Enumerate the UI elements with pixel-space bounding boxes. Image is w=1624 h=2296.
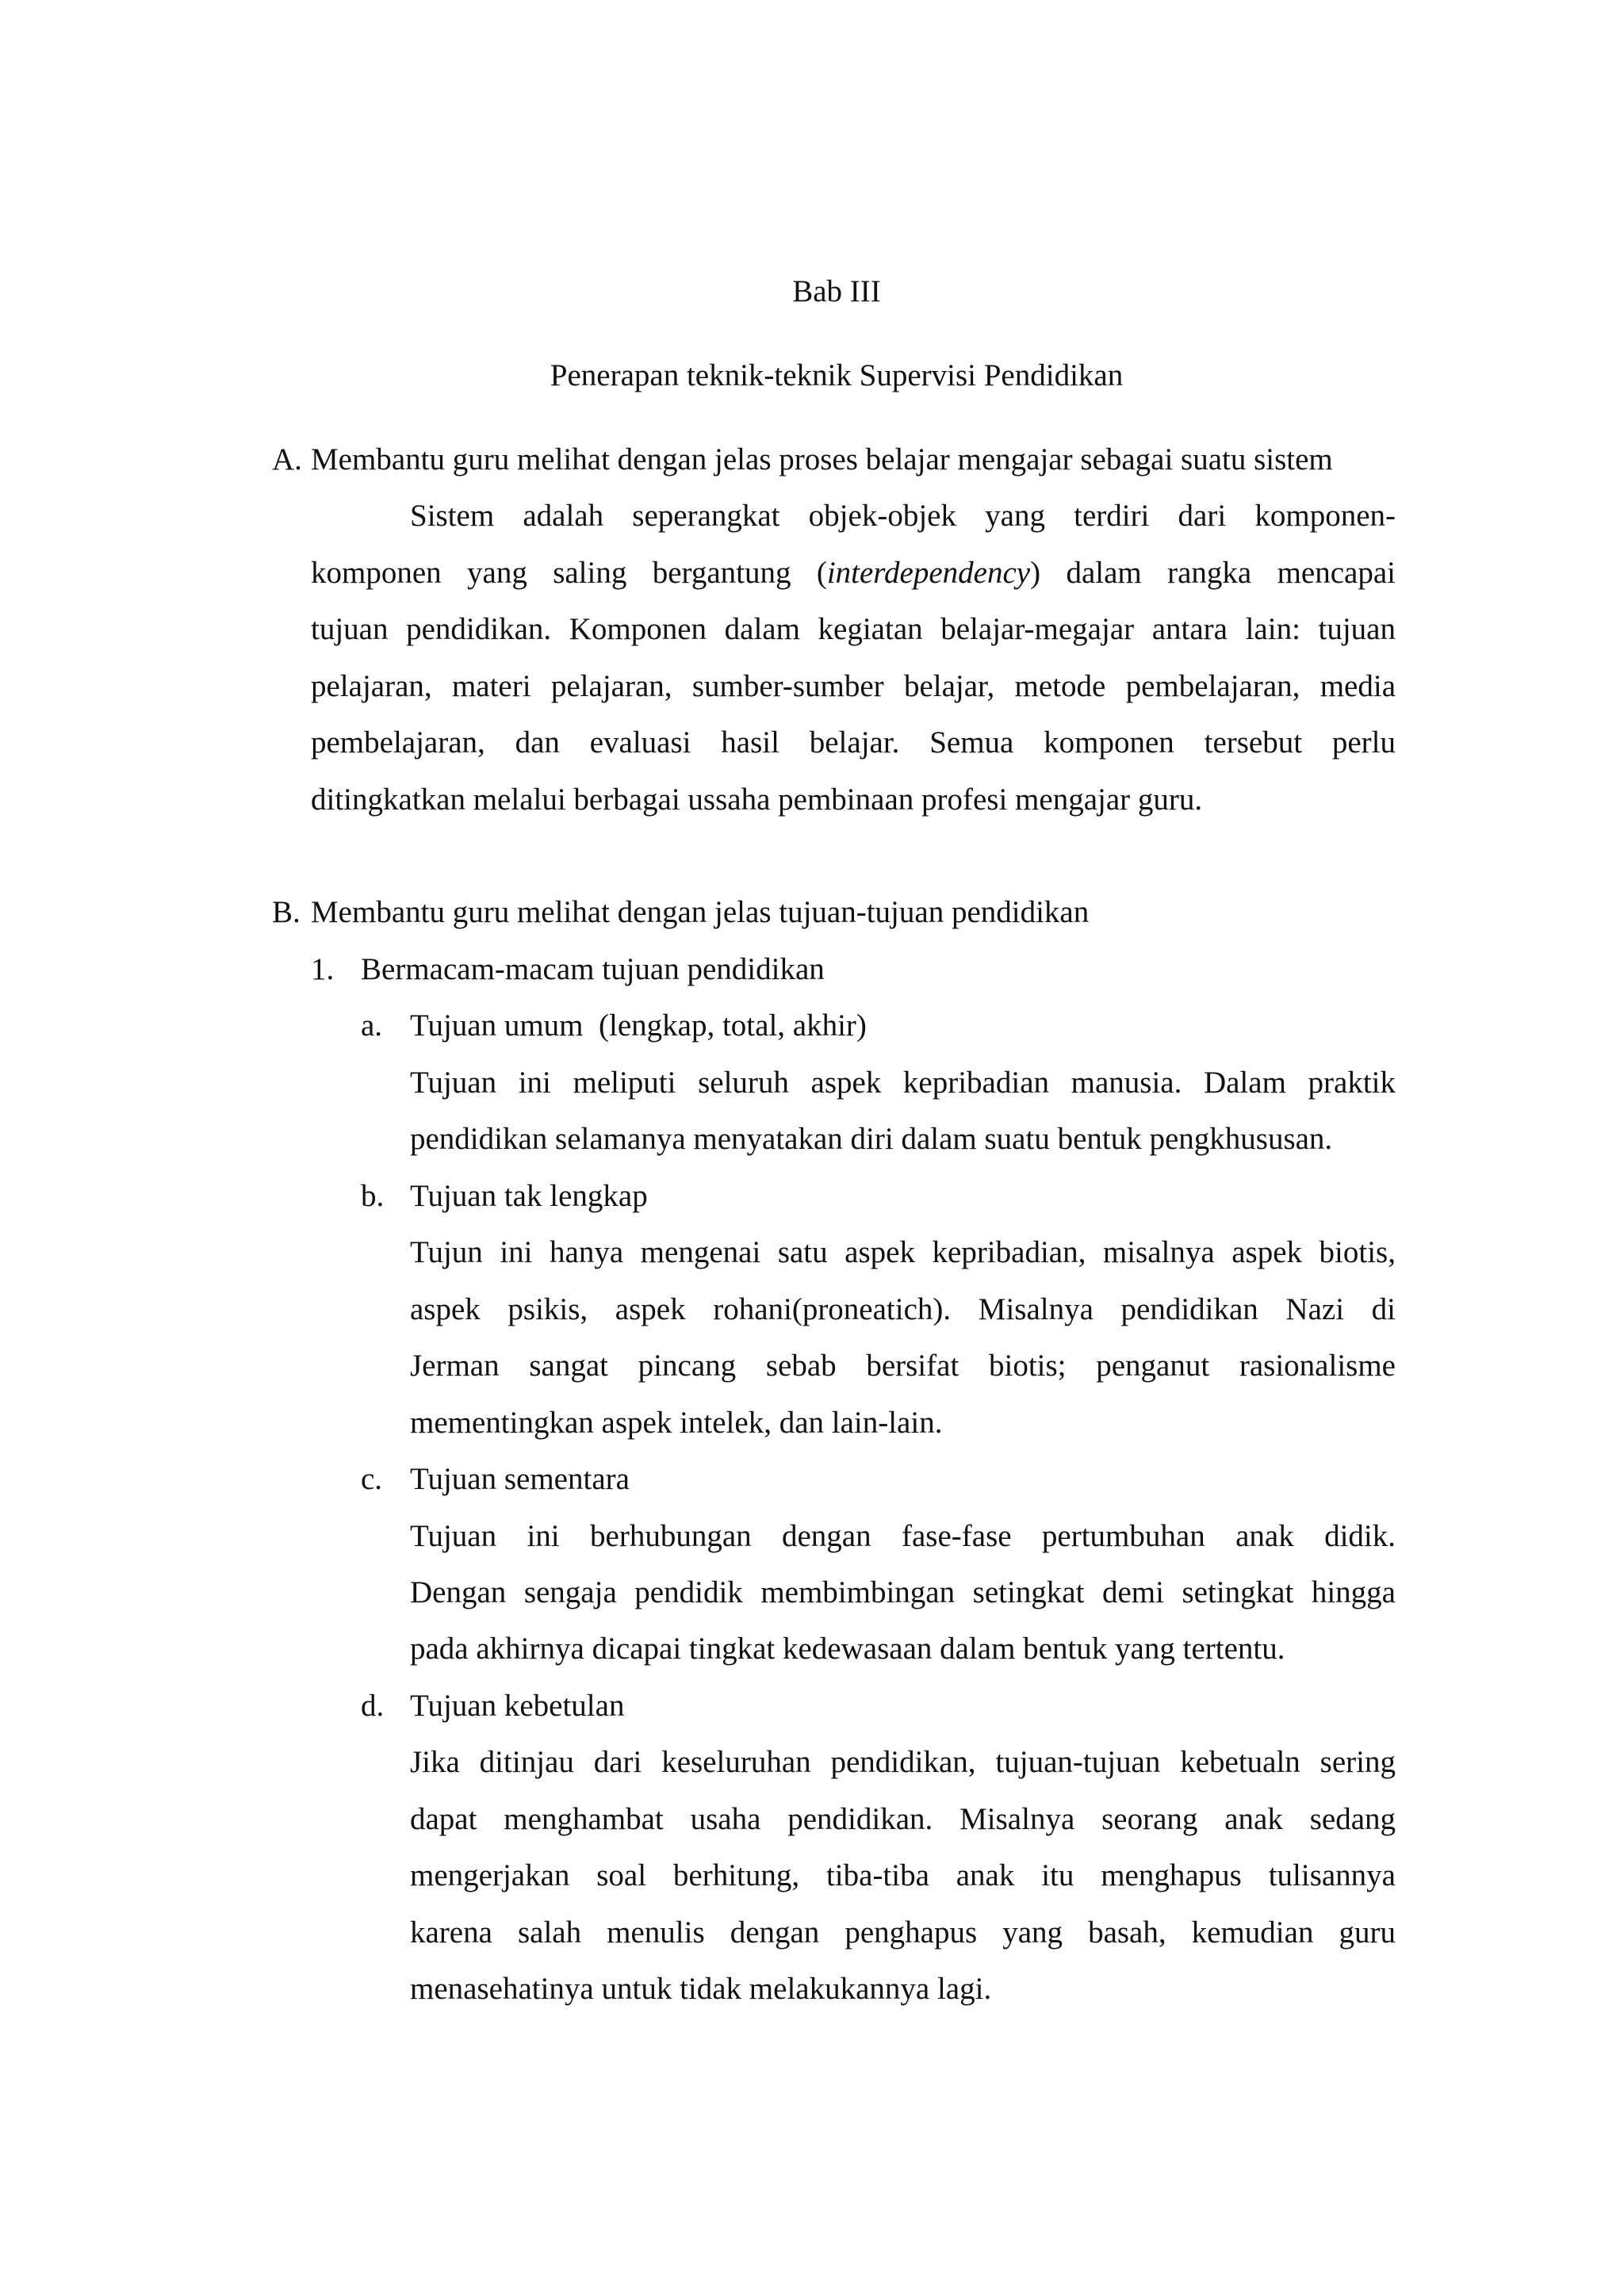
chapter-title: Penerapan teknik-teknik Supervisi Pendidikan xyxy=(550,358,1124,392)
para-italic-term: interdependency xyxy=(826,556,1031,590)
sub-b-paragraph-line: aspek psikis, aspek rohani(proneatich). Misalnya pendidikan Nazi di xyxy=(410,1292,1396,1326)
sub-d-heading: Tujuan kebetulan xyxy=(410,1689,625,1723)
sub-a-paragraph-line: pendidikan selamanya menyatakan diri dalam suatu bentuk pengkhususan. xyxy=(410,1122,1333,1156)
sub-c-paragraph-line: Tujuan ini berhubungan dengan fase-fase pertumbuhan anak didik. xyxy=(410,1519,1396,1553)
section-a-paragraph-line: pelajaran, materi pelajaran, sumber-sumber belajar, metode pembelajaran, media xyxy=(311,669,1396,703)
chapter-label: Bab III xyxy=(792,274,881,308)
sub-c-paragraph-line: Dengan sengaja pendidik membimbingan setingkat demi setingkat hingga xyxy=(410,1575,1396,1609)
section-a-paragraph-line: Sistem adalah seperangkat objek-objek yang terdiri dari komponen- xyxy=(410,499,1396,533)
sub-a-paragraph-line: Tujuan ini meliputi seluruh aspek kepribadian manusia. Dalam praktik xyxy=(410,1066,1396,1100)
sub-d-paragraph-line: karena salah menulis dengan penghapus yang basah, kemudian guru xyxy=(410,1915,1396,1950)
sub-d-paragraph-line: menasehatinya untuk tidak melakukannya lagi. xyxy=(410,1972,992,2006)
para-text: komponen yang saling bergantung ( xyxy=(311,556,827,590)
sub-d-marker: d. xyxy=(361,1689,385,1723)
sub-a-marker: a. xyxy=(361,1008,383,1043)
sub-c-paragraph-line: pada akhirnya dicapai tingkat kedewasaan dalam bentuk yang tertentu. xyxy=(410,1632,1285,1666)
section-b-marker: B. xyxy=(272,895,301,929)
sub-d-paragraph-line: mengerjakan soal berhitung, tiba-tiba anak itu menghapus tulisannya xyxy=(410,1858,1396,1892)
sub-a-heading: Tujuan umum (lengkap, total, akhir) xyxy=(410,1008,867,1043)
sub-b-paragraph-line: Jerman sangat pincang sebab bersifat biotis; penganut rasionalisme xyxy=(410,1349,1396,1383)
sub-b-paragraph-line: Tujun ini hanya mengenai satu aspek kepribadian, misalnya aspek biotis, xyxy=(410,1235,1396,1269)
sub-c-marker: c. xyxy=(361,1462,383,1496)
section-a-paragraph-line: tujuan pendidikan. Komponen dalam kegiatan belajar-megajar antara lain: tujuan xyxy=(311,612,1396,646)
section-a-heading: Membantu guru melihat dengan jelas proses belajar mengajar sebagai suatu sistem xyxy=(311,442,1333,476)
item-1-marker: 1. xyxy=(311,952,335,986)
sub-b-paragraph-line: mementingkan aspek intelek, dan lain-lain. xyxy=(410,1406,943,1440)
section-a-paragraph-line: pembelajaran, dan evaluasi hasil belajar. Semua komponen tersebut perlu xyxy=(311,725,1396,760)
section-a-marker: A. xyxy=(272,442,302,476)
section-a-paragraph-line xyxy=(311,554,1396,592)
item-1-heading: Bermacam-macam tujuan pendidikan xyxy=(361,952,825,986)
section-b-heading: Membantu guru melihat dengan jelas tujuan-tujuan pendidikan xyxy=(311,895,1090,929)
sub-b-marker: b. xyxy=(361,1179,385,1213)
sub-b-heading: Tujuan tak lengkap xyxy=(410,1179,648,1213)
sub-d-paragraph-line: dapat menghambat usaha pendidikan. Misalnya seorang anak sedang xyxy=(410,1802,1396,1836)
sub-d-paragraph-line: Jika ditinjau dari keseluruhan pendidikan, tujuan-tujuan kebetualn sering xyxy=(410,1745,1396,1779)
section-a-paragraph-line: ditingkatkan melalui berbagai ussaha pembinaan profesi mengajar guru. xyxy=(311,783,1203,817)
para-text: ) dalam rangka mencapai xyxy=(1030,556,1396,590)
sub-c-heading: Tujuan sementara xyxy=(410,1462,630,1496)
